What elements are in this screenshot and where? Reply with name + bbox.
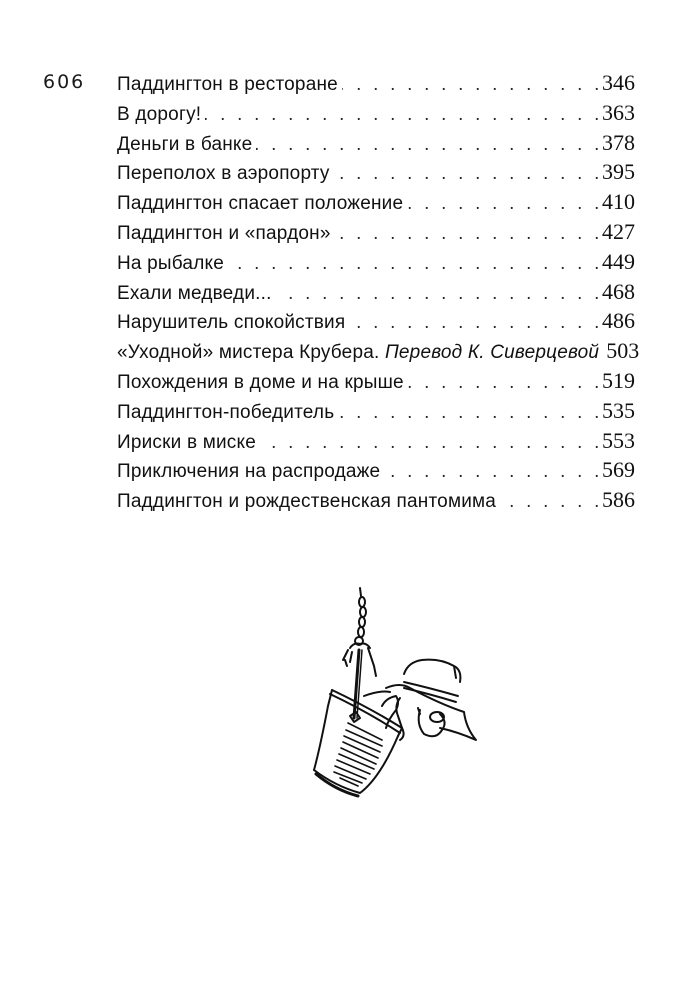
toc-entry[interactable] — [117, 128, 635, 158]
toc-entry[interactable] — [117, 455, 635, 485]
toc-entry-page: 519 — [602, 367, 635, 393]
toc-entry-page: 378 — [602, 129, 635, 155]
toc-entry-page: 586 — [602, 487, 635, 513]
dot-leader — [334, 159, 599, 189]
toc-entry[interactable] — [117, 68, 635, 98]
dot-leader — [408, 368, 599, 398]
dot-leader — [407, 189, 599, 219]
toc-entry[interactable] — [117, 396, 635, 426]
toc-entry-page: 503 — [606, 338, 640, 364]
toc-entry-title: Приключения на распродаже — [117, 461, 381, 483]
toc-entry-page: 486 — [602, 308, 635, 334]
toc-entry-title: Ириски в миске — [117, 431, 256, 453]
toc-entry-title-main: «Уходной» мистера Крубера. — [117, 342, 380, 364]
dot-leader — [338, 398, 599, 428]
toc-entry-page: 363 — [602, 99, 635, 125]
dot-leader — [205, 100, 599, 130]
toc-entry-page: 449 — [602, 248, 635, 274]
dot-leader — [260, 428, 599, 458]
toc-entry[interactable] — [117, 336, 640, 366]
toc-entry[interactable] — [117, 247, 635, 277]
dot-leader — [256, 130, 599, 160]
toc-entry-page: 553 — [602, 427, 635, 453]
toc-entry-title: Паддингтон-победитель — [117, 401, 335, 423]
toc-entry-title: На рыбалке — [117, 252, 224, 274]
toc-entry-title — [117, 338, 599, 368]
toc-entry-title: Паддингтон в ресторане — [117, 74, 338, 95]
table-of-contents — [117, 68, 640, 515]
toc-entry-page: 427 — [602, 218, 635, 244]
toc-entry[interactable] — [117, 485, 635, 515]
toc-entry-title: Похождения в доме и на крыше — [117, 371, 404, 393]
toc-entry-page: 569 — [602, 457, 635, 483]
toc-entry-title: Паддингтон и «пардон» — [117, 222, 331, 244]
toc-entry[interactable] — [117, 187, 635, 217]
paddington-bear-icon — [364, 660, 476, 740]
paddington-bucket-illustration — [290, 578, 480, 803]
toc-entry[interactable] — [117, 217, 635, 247]
dot-leader — [384, 457, 599, 487]
dot-leader — [500, 487, 599, 517]
page-number: 606 — [43, 71, 86, 93]
toc-entry-title: В дорогу! — [117, 103, 202, 125]
toc-entry-title: Деньги в банке — [117, 133, 253, 155]
toc-entry[interactable] — [117, 306, 635, 336]
toc-entry-page: 535 — [602, 397, 635, 423]
toc-entry[interactable] — [117, 366, 635, 396]
toc-entry-page: 395 — [602, 159, 635, 185]
toc-entry-page: 468 — [602, 278, 635, 304]
toc-entry-title: Нарушитель спокойствия — [117, 312, 346, 334]
dot-leader — [349, 308, 599, 338]
dot-leader — [276, 279, 599, 309]
toc-entry[interactable] — [117, 157, 635, 187]
toc-entry-title: Паддингтон спасает положение — [117, 193, 404, 215]
toc-entry[interactable] — [117, 426, 635, 456]
toc-entry[interactable] — [117, 98, 635, 128]
toc-entry[interactable] — [117, 277, 635, 307]
toc-entry-page: 410 — [602, 189, 635, 215]
toc-entry-title: Ехали медведи... — [117, 282, 272, 304]
translator-credit: Перевод К. Сиверцевой — [384, 342, 600, 364]
dot-leader — [335, 219, 599, 249]
toc-entry-page: 346 — [602, 70, 635, 95]
dot-leader — [228, 249, 599, 279]
toc-entry-title: Паддингтон и рождественская пантомима — [117, 491, 497, 513]
dot-leader — [342, 70, 599, 100]
toc-entry-title: Переполох в аэропорту — [117, 163, 330, 185]
